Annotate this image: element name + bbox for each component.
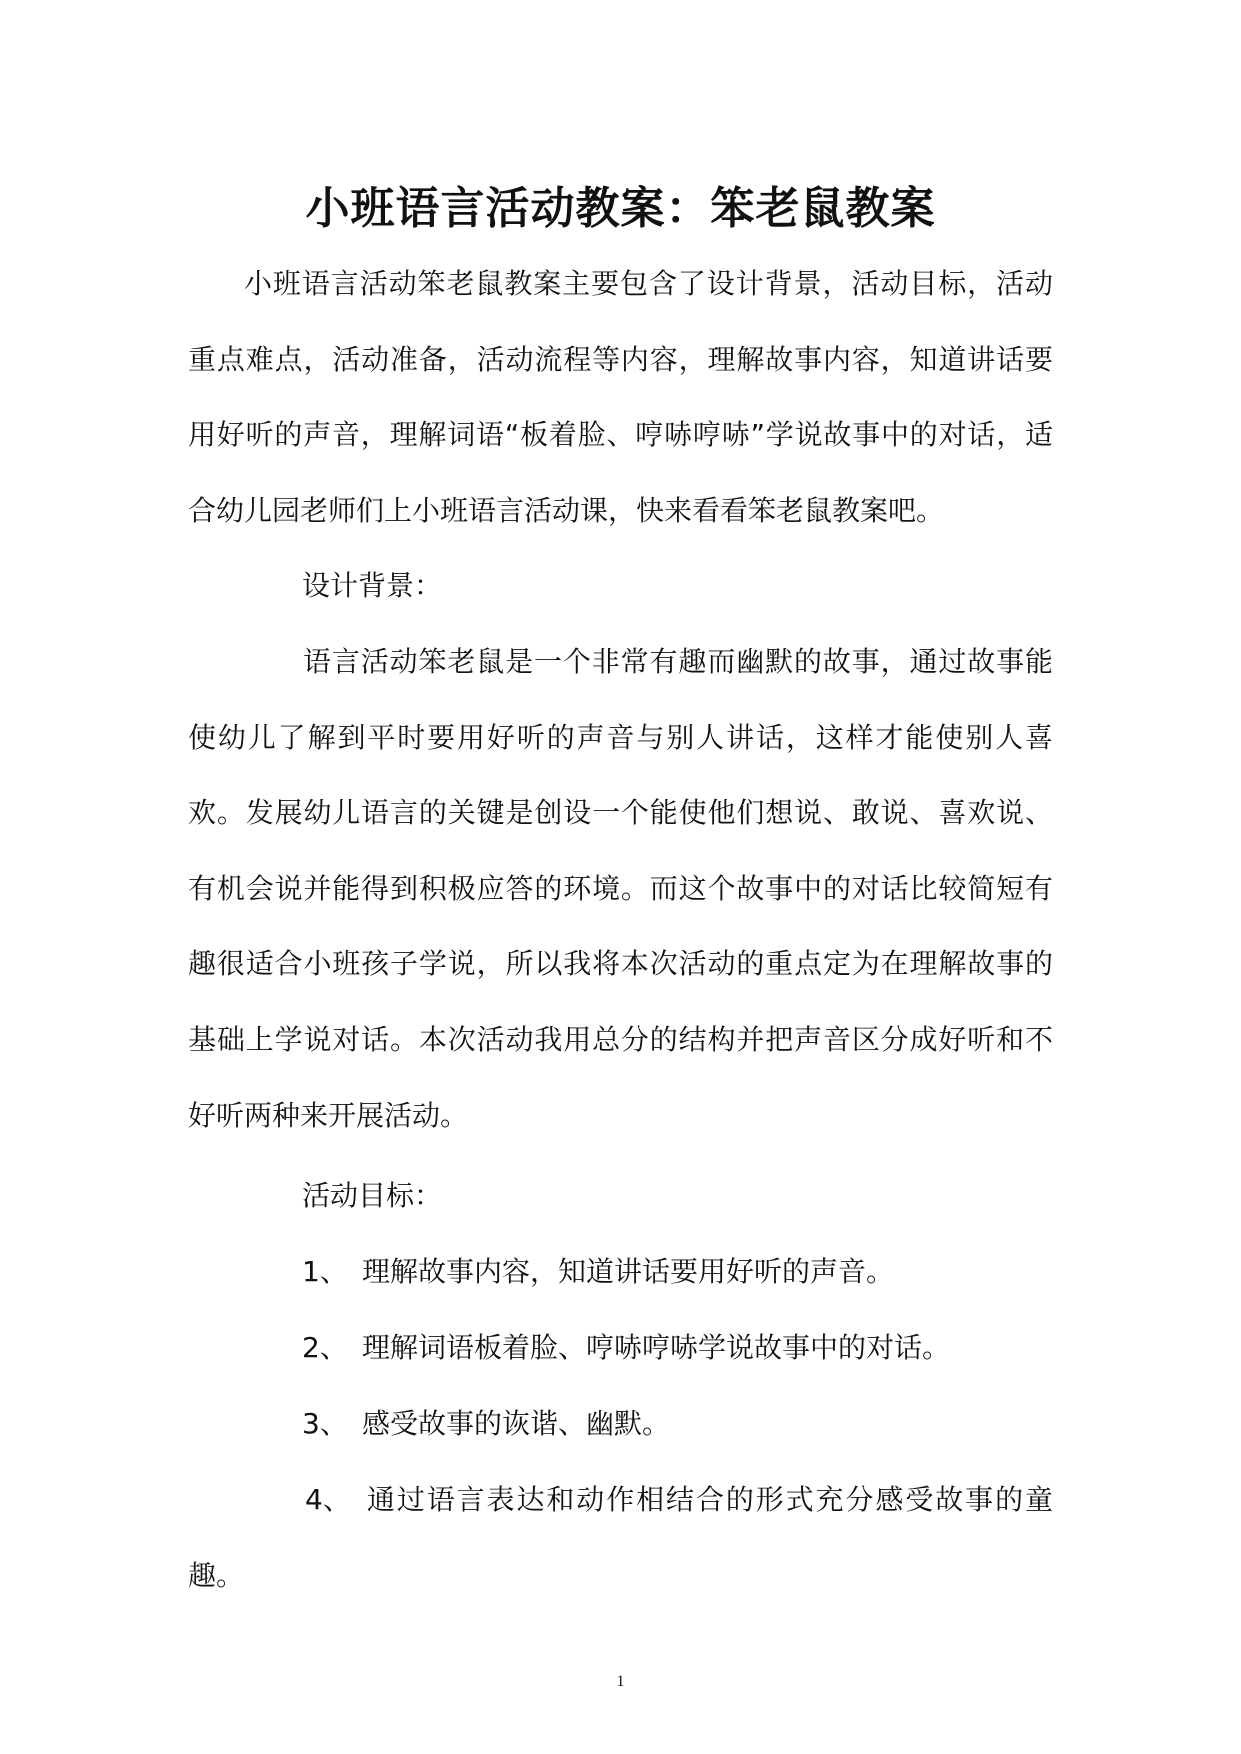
goal-number: 3、 — [302, 1407, 348, 1440]
design-background-heading: 设计背景： — [302, 569, 443, 602]
goal-text: 理解词语板着脸、哼哧哼哧学说故事中的对话。 — [362, 1331, 951, 1364]
goal-text: 通过语言表达和动作相结合的形式充分感受故事的童趣。 — [188, 1483, 1053, 1592]
goal-number: 1、 — [302, 1255, 348, 1288]
goal-number: 2、 — [302, 1331, 348, 1364]
goal-item — [302, 1310, 950, 1386]
goal-text: 理解故事内容，知道讲话要用好听的声音。 — [362, 1255, 895, 1288]
goal-text: 感受故事的诙谐、幽默。 — [362, 1407, 671, 1440]
document-title: 小班语言活动教案：笨老鼠教案 — [305, 183, 936, 235]
goal-item — [302, 1234, 894, 1310]
design-background-paragraph: 语言活动笨老鼠是一个非常有趣而幽默的故事，通过故事能使幼儿了解到平时要用好听的声音与别人讲话，这样才能使别人喜欢。发展幼儿语言的关键是创设一个能使他们想说、敢说、喜欢说、有机会说并能得到积极应答的环境。而这个故事中的对话比较简短有趣很适合小班孩子学说，所以我将本次活动的重点定为在理解故事的基础上学说对话。本次活动我用总分的结构并把声音区分成好听和不好听两种来开展活动。 — [188, 645, 1053, 1132]
page-number: 1 — [616, 1673, 625, 1690]
goal-item — [188, 1462, 1053, 1613]
intro-paragraph: 小班语言活动笨老鼠教案主要包含了设计背景，活动目标，活动重点难点，活动准备，活动流程等内容，理解故事内容，知道讲话要用好听的声音，理解词语“板着脸、哼哧哼哧”学说故事中的对话，适合幼儿园老师们上小班语言活动课，快来看看笨老鼠教案吧。 — [188, 267, 1053, 527]
goal-number: 4、 — [305, 1483, 351, 1516]
goal-item — [302, 1386, 670, 1462]
activity-goals-heading: 活动目标： — [302, 1179, 443, 1212]
